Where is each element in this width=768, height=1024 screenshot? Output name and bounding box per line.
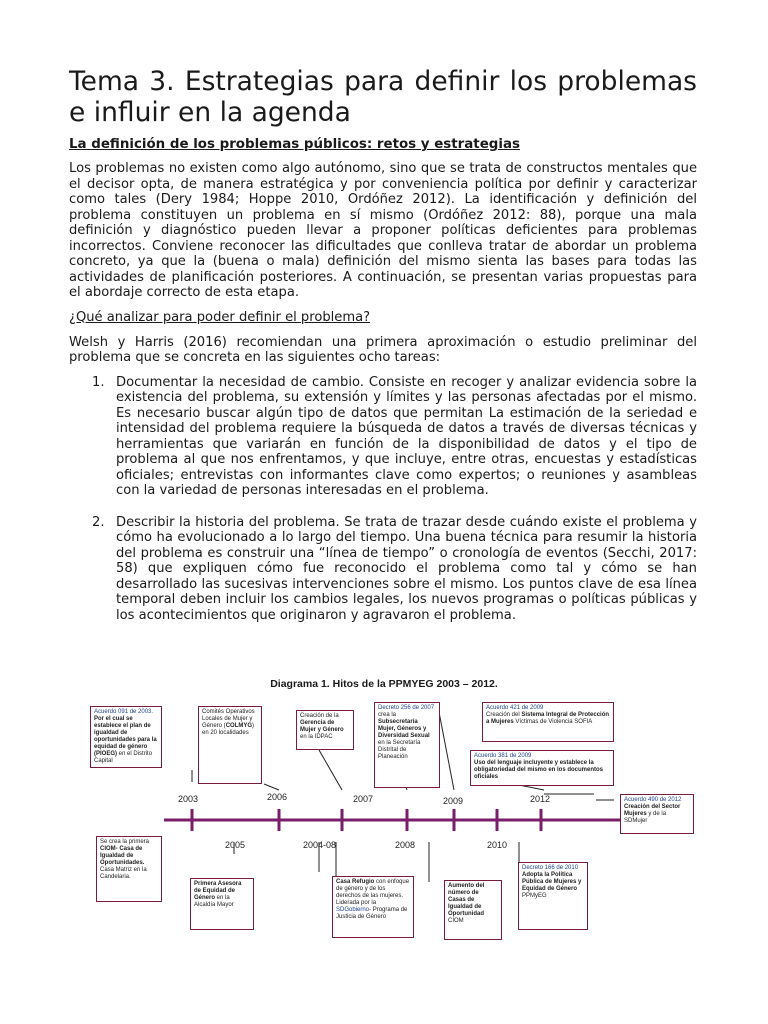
milestone-text: Gerencia de Mujer y Género (300, 720, 344, 733)
milestone-text: 2003. (138, 709, 154, 715)
milestone-text: Casa Refugio (336, 879, 375, 885)
milestone-text: Acuerdo 091 de (94, 709, 137, 715)
milestone-text: Acuerdo 381 de 2009 (474, 753, 532, 759)
year-label: 2003 (178, 794, 199, 804)
milestone-box-2003 (90, 706, 162, 768)
milestone-text: Acuerdo 490 de 2012 (624, 797, 682, 803)
year-label: 2009 (443, 796, 464, 806)
year-label: 2008 (395, 840, 416, 850)
year-label: 2012 (530, 794, 551, 804)
task-list (69, 375, 697, 624)
milestone-text: CIOM- Casa de Igualdad de Oportunidades. (100, 846, 145, 866)
milestone-text: Víctimas de Violencia SOFIA (513, 719, 593, 725)
milestone-box-2009a (482, 702, 614, 742)
milestone-text: SDGobierno (336, 907, 370, 913)
milestone-text: Creación del Sector Mujeres (624, 804, 681, 817)
milestone-text: COLMYG (225, 723, 253, 729)
year-label: 2007 (353, 794, 374, 804)
document-body (69, 66, 697, 623)
milestone-box-2007a (296, 710, 354, 750)
year-label: 2005 (225, 840, 246, 850)
milestone-text: Adopta la Política Pública de Mujeres y Equidad de Género (522, 872, 582, 892)
year-label: 2004-08 (303, 840, 337, 850)
milestone-text: Creación del (486, 712, 522, 718)
milestone-box-2008 (444, 880, 502, 940)
milestone-text: con enfoque de género y de los derechos de las mujeres. Liderada por la (336, 879, 410, 906)
milestone-text: en el Distrito Capital (94, 751, 153, 764)
milestone-box-casa-refugio (332, 876, 414, 938)
milestone-text: - Programa de Justicia de Género (336, 907, 408, 920)
milestone-text: en la IDPAC (300, 734, 333, 740)
milestone-box-2006 (198, 706, 262, 784)
milestone-text: Se crea la primera (100, 839, 150, 845)
milestone-text: Sistema Integral de Protección a Mujeres (486, 712, 610, 725)
list-item (69, 375, 697, 499)
list-item (69, 515, 697, 624)
question-heading: ¿Qué analizar para poder definir el problema? (69, 309, 371, 325)
list-item-text: Describir la historia del problema. Se trata de trazar desde cuándo existe el problema y cómo ha evolucionado a lo largo del tiempo. Una buena técnica para resumir la historia del problema es construir una “línea de tiempo” o cronología de eventos (Secchi, 2017: 58) que expliquen cómo fue reconocido el problema como tal y cómo se han desarrollado las sucesivas intervenciones sobre el mismo. Los puntos clave de esa línea temporal deben incluir los cambios legales, los nuevos programas o políticas públicas y los acontecimientos que originaron y agravaron el problema. (116, 514, 697, 623)
milestone-text: Uso del lenguaje incluyente y establece la obligatoriedad del mismo en los documentos oficiales (474, 760, 604, 780)
milestone-text: Aumento del número de Casas de Igualdad de Oportunidad (448, 883, 485, 917)
list-item-number: 1. (92, 374, 105, 390)
timeline-diagram (74, 672, 694, 942)
milestone-text: Primera Asesora de Equidad de Género (194, 881, 242, 901)
milestone-box-2005 (96, 836, 162, 902)
milestone-text: Por el cual se establece el plan de igualdad de oportunidades para la equidad de género (PIOEG) (94, 716, 157, 757)
list-item-number: 2. (92, 514, 105, 530)
page-title: Tema 3. Estrategias para definir los problemas e influir en la agenda (69, 66, 697, 128)
milestone-box-2009b (470, 750, 614, 786)
milestone-text: Comités Operativos Locales de Mujer y Género ( (202, 709, 255, 729)
milestone-text: ) en 20 localidades (202, 723, 255, 736)
section-heading: La definición de los problemas públicos: retos y estrategias (69, 137, 520, 152)
year-label: 2006 (267, 792, 288, 802)
milestone-text: en la Secretaría Distrital de Planeación (378, 740, 421, 760)
paragraph-definition: Los problemas no existen como algo autónomo, sino que se trata de constructos mentales que el decisor opta, de manera estratégica y por conveniencia política por definir y caracterizar como tales (Dery 1984; Hoppe 2010, Ordóñez 2012). La identificación y definición del problema constituyen un problema en sí mismo (Ordóñez 2012: 88), porque una mala definición y diagnóstico pueden llevar a proponer políticas deficientes para problemas incorrectos. Conviene reconocer las dificultades que conlleva tratar de abordar un problema concreto, ya que la (buena o mala) definición del mismo sienta las bases para todas las actividades de planificación posteriores. A continuación, se presentan varias propuestas para el abordaje correcto de esta etapa. (69, 161, 697, 300)
paragraph-intro: Welsh y Harris (2016) recomiendan una primera aproximación o estudio preliminar del problema que se concreta en las siguientes ocho tareas: (69, 334, 697, 365)
milestone-text: en la Alcaldía Mayor (194, 895, 234, 908)
milestone-text: Decreto 256 de 2007 (378, 705, 435, 711)
milestone-box-2007b (374, 702, 440, 788)
diagram-title: Diagrama 1. Hitos de la PPMYEG 2003 – 2012. (270, 678, 498, 690)
milestone-text: Subsecretaría Mujer, Géneros y Diversidad Sexual (378, 719, 430, 739)
list-item-text: Documentar la necesidad de cambio. Consiste en recoger y analizar evidencia sobre la existencia del problema, su extensión y límites y las personas afectadas por el mismo. Es necesario buscar algún tipo de datos que permitan La estimación de la seriedad e intensidad del problema requiere la búsqueda de datos a través de diversas técnicas y herramientas que variarán en función de la disponibilidad de datos y el tipo de problema al que nos enfrentamos, y que incluye, entre otras, encuestas y estadísticas oficiales; entrevistas con informantes clave como expertos; o reuniones y asambleas con la variedad de personas interesadas en el problema. (116, 374, 697, 498)
milestone-text: Acuerdo 421 de 2009 (486, 705, 544, 711)
milestone-text: PPMyEG (522, 893, 547, 899)
milestone-text: Creación de la (300, 713, 339, 719)
milestone-text: CIOM (448, 918, 464, 924)
milestone-text: crea la (378, 712, 397, 718)
milestone-text: Casa Matriz en la Candelaria. (100, 867, 147, 880)
milestone-box-2012 (620, 794, 694, 834)
milestone-text: y de la SDMujer (624, 811, 667, 824)
milestone-text: Decreto 166 de 2010 (522, 865, 579, 871)
milestone-box-2004 (190, 878, 254, 930)
year-label: 2010 (487, 840, 508, 850)
milestone-box-2010 (518, 862, 588, 930)
